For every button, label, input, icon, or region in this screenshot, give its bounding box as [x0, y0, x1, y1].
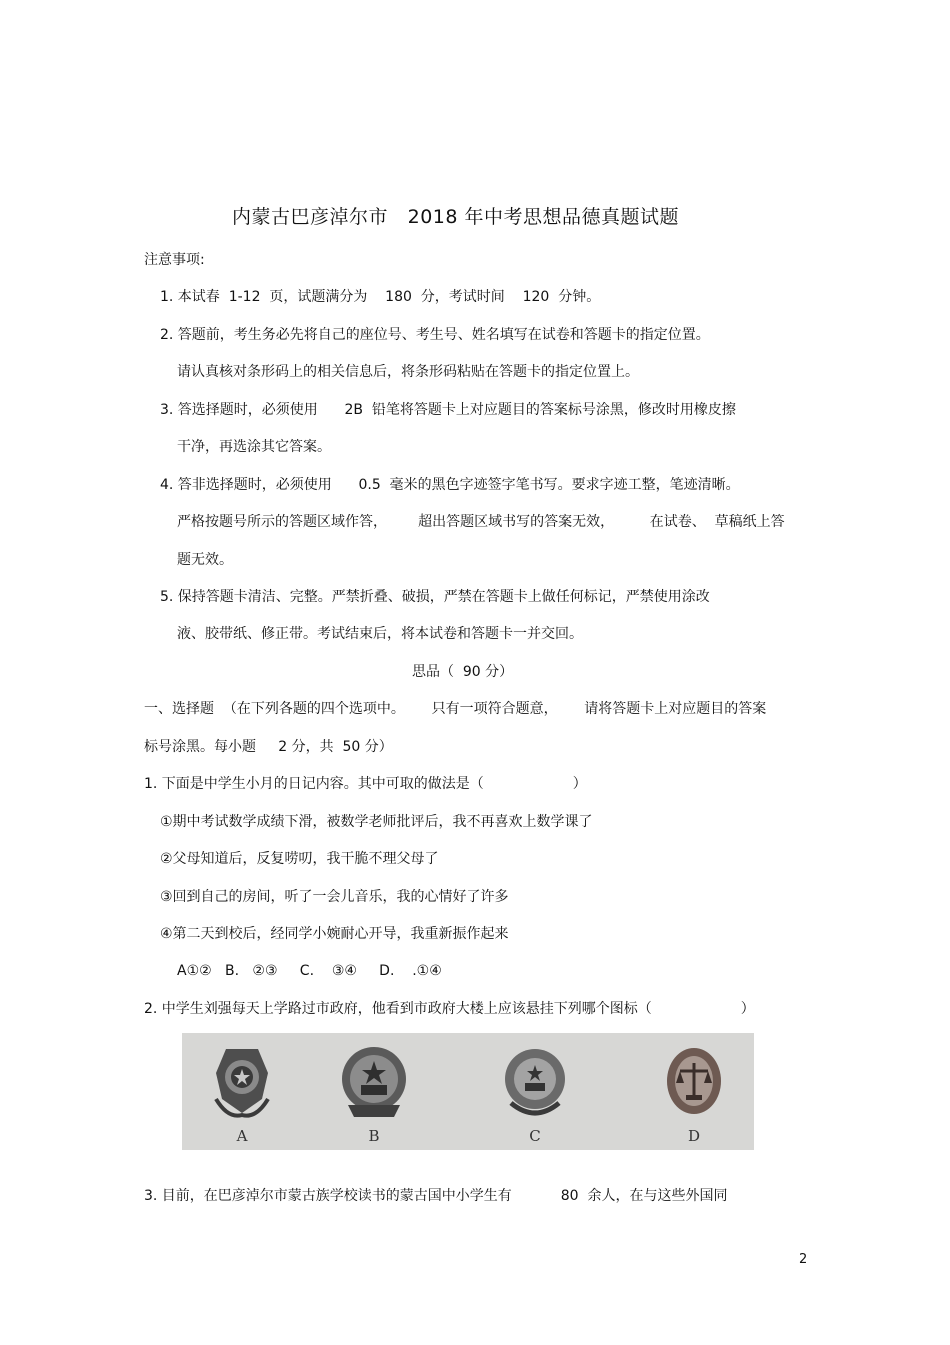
notice-heading: 注意事项: — [144, 252, 205, 268]
emblem-label: A — [236, 1127, 248, 1145]
question-1-item: ②父母知道后，反复唠叨，我干脆不理父母了 — [160, 851, 439, 867]
notice-line: 题无效。 — [177, 552, 233, 568]
part1-instructions-cont: 标号涂黑。每小题 2 分，共 50 分） — [144, 739, 393, 755]
notice-line: 5. 保持答题卡清洁、完整。严禁折叠、破损，严禁在答题卡上做任何标记，严禁使用涂改 — [160, 589, 710, 605]
section-title: 思品（ 90 分） — [412, 664, 514, 680]
notice-line: 请认真核对条形码上的相关信息后，将条形码粘贴在答题卡的指定位置上。 — [177, 364, 639, 380]
police-emblem-icon — [202, 1039, 282, 1147]
court-emblem-icon — [654, 1039, 734, 1147]
part1-instructions: 一、选择题 （在下列各题的四个选项中。 只有一项符合题意， 请将答题卡上对应题目的答案 — [144, 701, 767, 717]
page-number: 2 — [799, 1252, 808, 1267]
notice-line: 4. 答非选择题时，必须使用 0.5 毫米的黑色字迹签字笔书写。要求字迹工整，笔迹清晰。 — [160, 477, 740, 493]
question-1-item: ③回到自己的房间，听了一会儿音乐，我的心情好了许多 — [160, 889, 509, 905]
procuratorate-emblem-icon — [495, 1039, 575, 1147]
notice-line: 干净，再选涂其它答案。 — [177, 439, 331, 455]
national-emblem-icon — [334, 1039, 414, 1147]
emblem-label: D — [687, 1127, 701, 1145]
notice-line: 严格按题号所示的答题区域作答， 超出答题区域书写的答案无效， 在试卷、 草稿纸上答 — [177, 514, 785, 530]
question-1-item: ①期中考试数学成绩下滑，被数学老师批评后，我不再喜欢上数学课了 — [160, 814, 593, 830]
question-1-options: A①② B. ②③ C. ③④ D. .①④ — [177, 963, 442, 979]
question-1-item: ④第二天到校后，经同学小婉耐心开导，我重新振作起来 — [160, 926, 509, 942]
notice-line: 3. 答选择题时，必须使用 2B 铅笔将答题卡上对应题目的答案标号涂黑，修改时用橡皮擦 — [160, 402, 736, 418]
question-3-stem: 3. 目前，在巴彦淖尔市蒙古族学校读书的蒙古国中小学生有 80 余人，在与这些外国同 — [144, 1188, 728, 1204]
emblem-figure — [182, 1033, 754, 1150]
notice-line: 2. 答题前，考生务必先将自己的座位号、考生号、姓名填写在试卷和答题卡的指定位置。 — [160, 327, 710, 343]
emblem-label: C — [529, 1127, 541, 1145]
notice-line: 液、胶带纸、修正带。考试结束后，将本试卷和答题卡一并交回。 — [177, 626, 583, 642]
notice-line: 1. 本试春 1-12 页，试题满分为 180 分，考试时间 120 分钟。 — [160, 289, 601, 305]
question-1-stem: 1. 下面是中学生小月的日记内容。其中可取的做法是（ ） — [144, 776, 587, 792]
exam-title: 内蒙古巴彦淖尔市 2018 年中考思想品德真题试题 — [232, 206, 680, 228]
emblem-label: B — [368, 1127, 380, 1145]
question-2-stem: 2. 中学生刘强每天上学路过市政府，他看到市政府大楼上应该悬挂下列哪个图标（ ） — [144, 1001, 755, 1017]
